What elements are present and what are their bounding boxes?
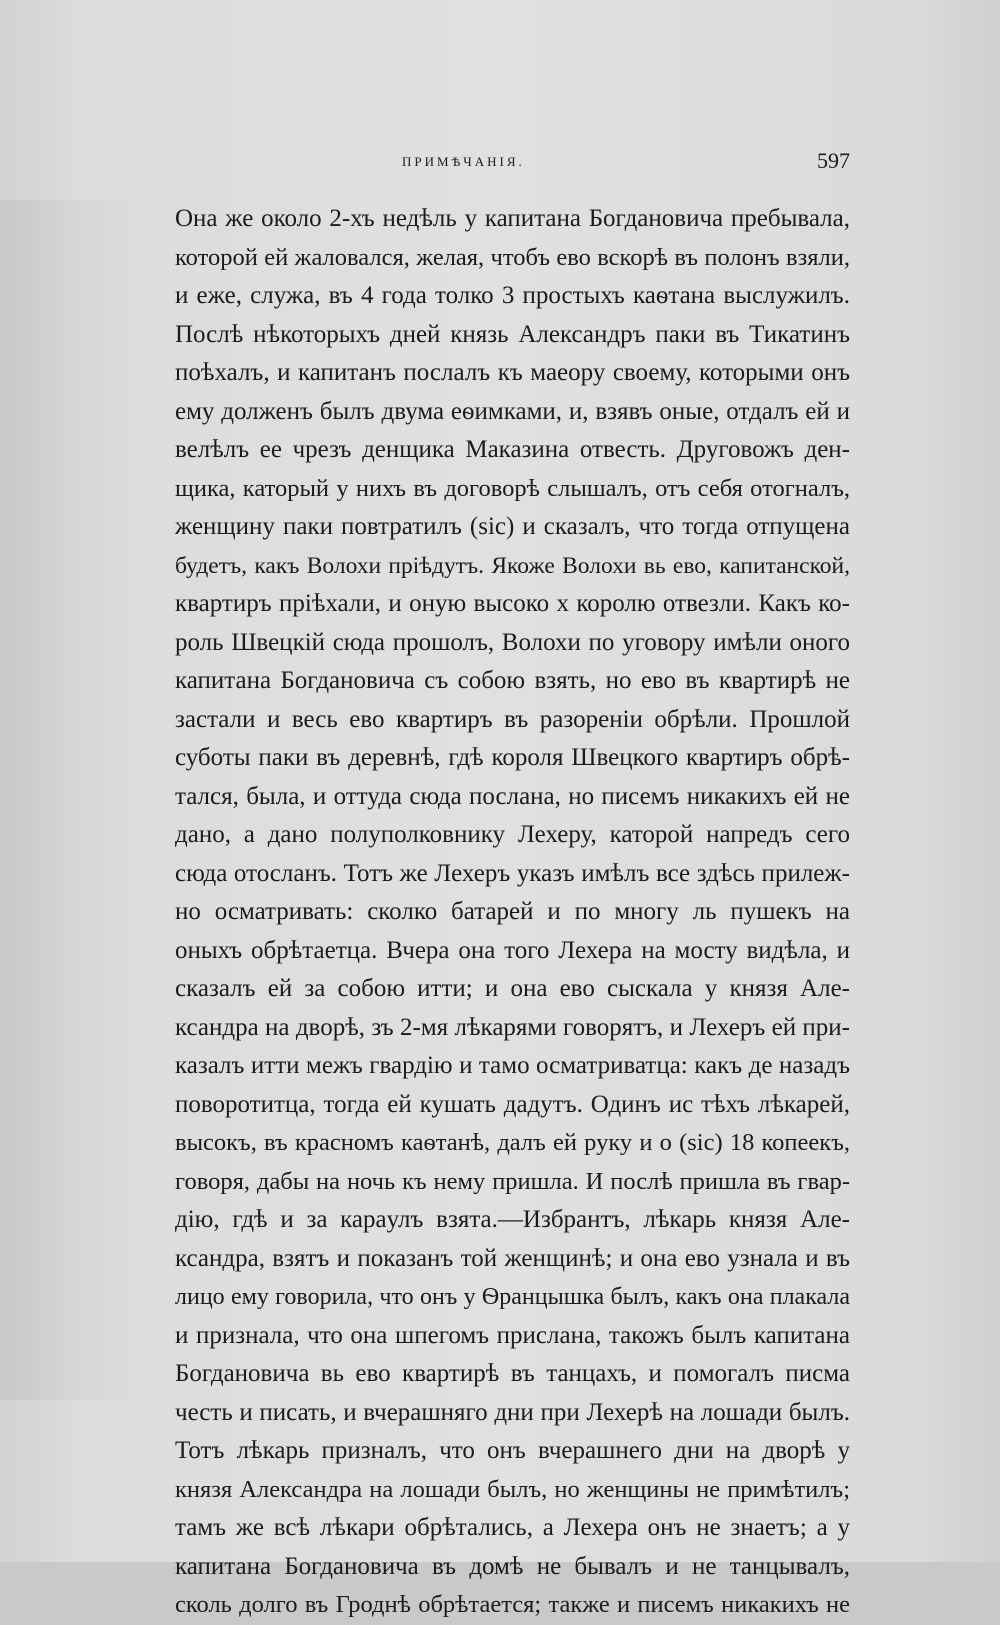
text-line: будетъ, какъ Волохи пріѣдутъ. Якоже Волохи вь ево, капитанской,	[175, 552, 850, 579]
text-line: капитана Богдановича съ собою взять, но ево въ квартирѣ не	[175, 667, 850, 694]
text-line: казалъ итти межъ гвардію и тамо осматриватца: какъ де назадъ	[175, 1052, 850, 1079]
text-line: дію, гдѣ и за карaулъ взята.—Избрантъ, лѣкарь князя Але-	[175, 1206, 850, 1233]
text-line: и признала, что она шпегомъ прислана, такожъ былъ капитана	[175, 1321, 850, 1349]
page-number: 597	[817, 148, 850, 173]
text-line: которой ей жаловался, желая, чтобъ ево вскорѣ въ полонъ взяли,	[175, 243, 850, 271]
text-line: сколь долго въ Гроднѣ обрѣтается; также и писемъ никакихъ не	[175, 1591, 850, 1618]
text-line: лицо ему говорила, что онъ у Ѳранцышка былъ, какъ она плакала	[175, 1284, 850, 1310]
text-line: поворотитца, тогда ей кушать дадутъ. Одинъ ис тѣхъ лѣкарей,	[175, 1090, 850, 1118]
text-line: поѣхалъ, и капитанъ послалъ къ маеору своему, которыми онъ	[175, 359, 850, 386]
text-line: капитана Богдановича въ домѣ не бывалъ и не танцывалъ,	[175, 1552, 850, 1580]
text-line: суботы паки въ деревнѣ, гдѣ короля Швецкого квартиръ обрѣ-	[175, 744, 850, 771]
text-line: князя Александра на лошади былъ, но женщины не примѣтилъ;	[175, 1475, 850, 1503]
text-line: ему долженъ былъ двума еѳимками, и, взявъ оные, отдалъ ей и	[175, 397, 850, 425]
text-line: честь и писать, и вчерашняго дни при Лехерѣ на лошади былъ.	[175, 1398, 850, 1426]
bleed-through-shadow	[0, 200, 150, 1400]
text-line: сюда отосланъ. Тотъ же Лехеръ указъ имѣлъ все здѣсь прилеж-	[175, 859, 850, 887]
text-line: дано, а дано полуполковнику Лехеру, каторой напредъ сего	[175, 821, 850, 848]
text-line: женщину паки повтратилъ (sic) и сказалъ, что тогда отпущена	[175, 513, 850, 540]
text-line: Она же около 2-хъ недѣль у капитана Богдановича пребывала,	[175, 205, 850, 232]
text-line: оныхъ обрѣтаетца. Вчера она того Лехера на мосту видѣла, и	[175, 936, 850, 964]
text-line: ксандра на дворѣ, зъ 2-мя лѣкарями говорятъ, и Лехеръ ей при-	[175, 1013, 850, 1041]
text-line: тался, была, и оттуда сюда послана, но писемъ никакихъ ей не	[175, 782, 850, 810]
text-line: тамъ же всѣ лѣкари обрѣтались, а Лехера онъ не знаетъ; а у	[175, 1514, 850, 1541]
text-line: и еже, служа, въ 4 года толко 3 простыхъ каѳтана выслужилъ.	[175, 282, 850, 309]
text-line: сказалъ ей за собою итти; и она ево сыскала у князя Але-	[175, 975, 850, 1002]
page-header	[175, 148, 850, 178]
body-text	[175, 200, 850, 1625]
text-line: роль Швецкій сюда прошолъ, Волохи по уговору имѣли оного	[175, 628, 850, 656]
text-line: велѣлъ ее чрезъ денщика Маказина отвесть. Друговожъ ден-	[175, 436, 850, 463]
text-line: Тотъ лѣкарь призналъ, что онъ вчерашнего дни на дворѣ у	[175, 1437, 850, 1464]
text-line: говоря, дабы на ночь къ нему пришла. И послѣ пришла въ гвар-	[175, 1167, 850, 1195]
text-line: высокъ, въ красномъ каѳтанѣ, далъ ей руку и о (sic) 18 копеекъ,	[175, 1129, 850, 1156]
text-line: но осматривать: сколко батарей и по многу ль пушекъ на	[175, 898, 850, 925]
text-line: застали и весь ево квартиръ въ разореніи обрѣли. Прошлой	[175, 705, 850, 733]
text-line: Богдановича вь ево квартирѣ въ танцахъ, и помогалъ писма	[175, 1360, 850, 1387]
text-line: квартиръ пріѣхали, и оную высоко х королю отвезли. Какъ ко-	[175, 590, 850, 617]
text-line: Послѣ нѣкоторыхъ дней князь Александръ паки въ Тикатинъ	[175, 320, 850, 348]
text-line: щика, каторый у нихъ въ договорѣ слышалъ, отъ себя отогналъ,	[175, 474, 850, 502]
text-line: ксандра, взятъ и показанъ той женщинѣ; и она ево узнала и въ	[175, 1244, 850, 1272]
running-head: ПРИМѢЧАНІЯ.	[402, 154, 525, 169]
